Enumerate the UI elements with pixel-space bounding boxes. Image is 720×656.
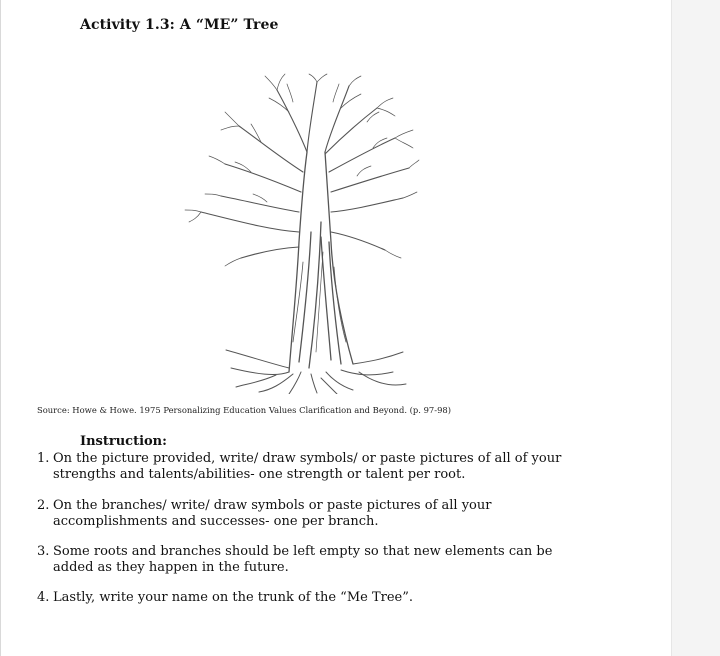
tree-twigs — [185, 74, 419, 266]
instruction-text-line: Lastly, write your name on the trunk of the “Me Tree”. — [53, 590, 414, 605]
tree-roots — [226, 350, 406, 394]
instruction-text-line: accomplishments and successes- one per branch. — [53, 513, 379, 529]
tree-trunk — [289, 152, 353, 372]
instruction-text-line: Some roots and branches should be left empty so that new elements can be — [53, 544, 553, 559]
instruction-number: 1. — [37, 451, 50, 466]
instruction-item — [37, 498, 597, 529]
source-citation: Source: Howe & Howe. 1975 Personalizing Education Values Clarification and Beyond. (p. 97-98) — [37, 405, 452, 415]
activity-title: Activity 1.3: A “ME” Tree — [80, 17, 279, 33]
instruction-text-line: strengths and talents/abilities- one strength or talent per root. — [53, 466, 466, 482]
instruction-text-line: On the branches/ write/ draw symbols or paste pictures of all your — [53, 498, 492, 513]
instruction-item — [37, 590, 597, 606]
instruction-list — [37, 451, 597, 606]
page-gutter — [671, 0, 720, 656]
instruction-item — [37, 544, 597, 575]
instruction-text-line: added as they happen in the future. — [53, 559, 289, 575]
instruction-number: 3. — [37, 544, 50, 559]
instruction-heading: Instruction: — [80, 434, 167, 449]
instruction-number: 2. — [37, 498, 50, 513]
instruction-item — [37, 451, 597, 482]
instruction-number: 4. — [37, 590, 50, 605]
instruction-text-line: On the picture provided, write/ draw symbols/ or paste pictures of all of your — [53, 451, 562, 466]
tree-sketch-illustration — [181, 72, 421, 394]
